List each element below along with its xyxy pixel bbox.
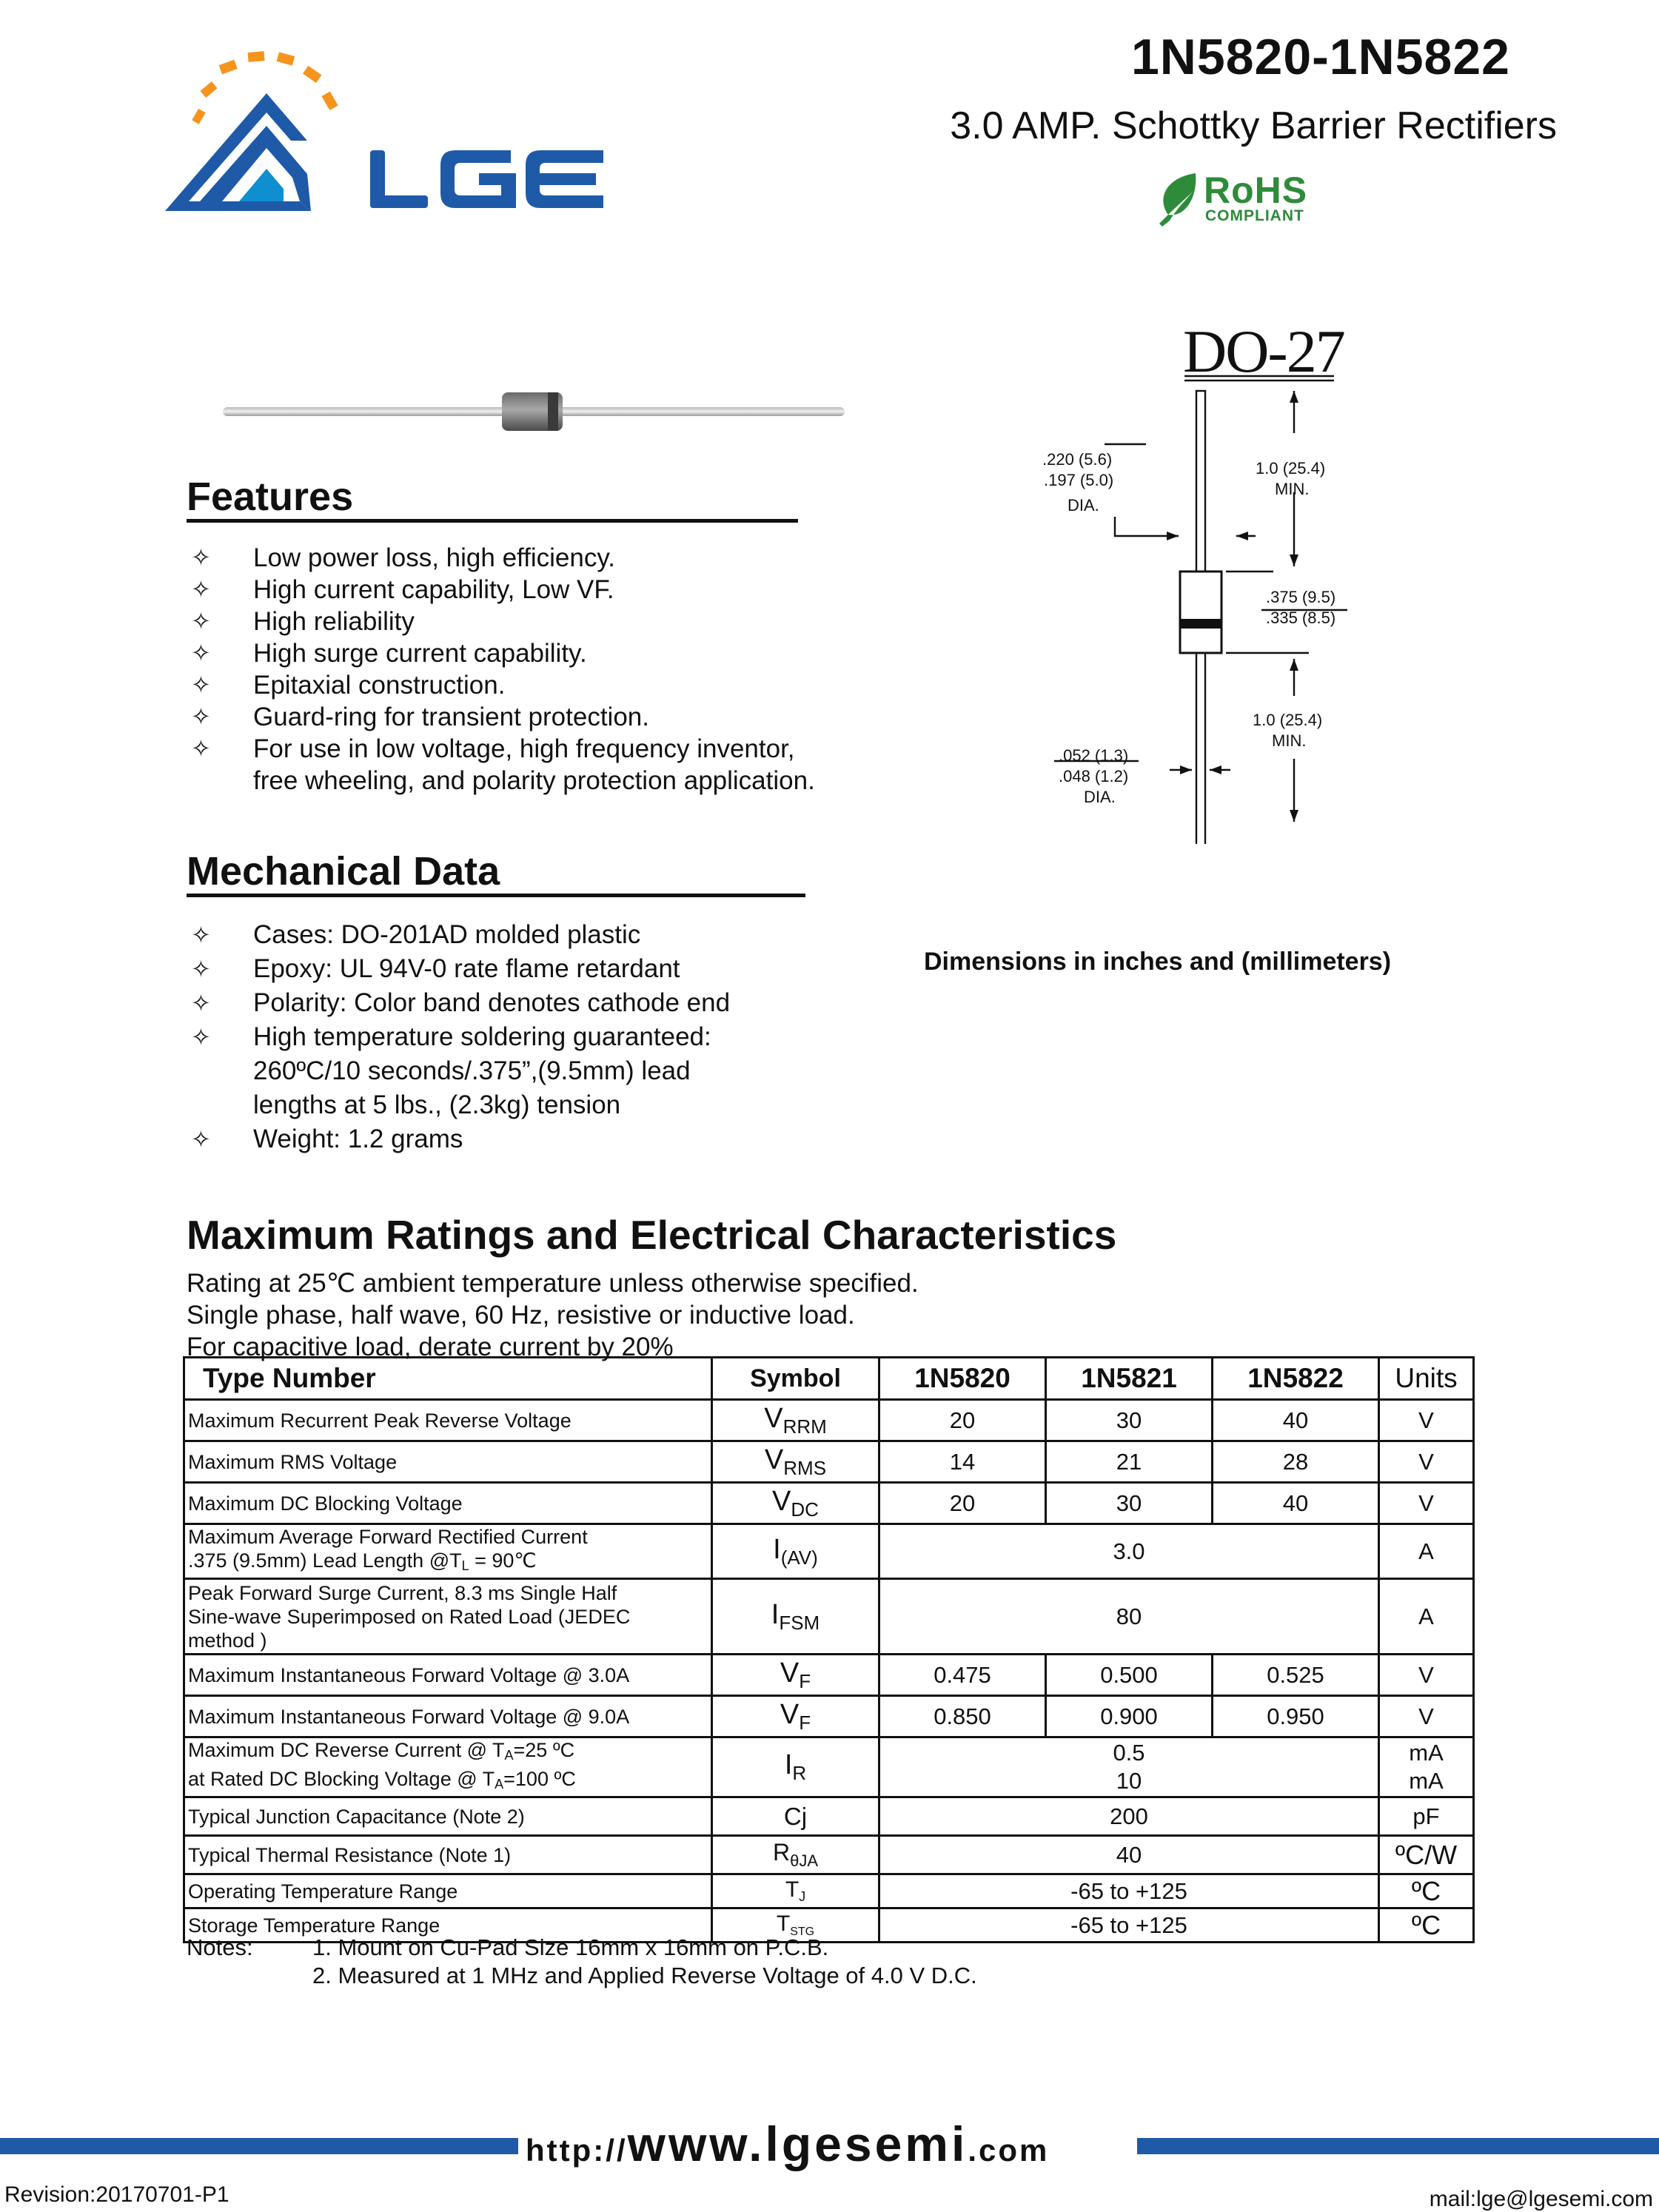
features-heading: Features: [187, 475, 354, 519]
unit-cell: mA mA: [1379, 1737, 1474, 1797]
unit-cell: V: [1379, 1400, 1474, 1441]
ratings-condition-1: Rating at 25℃ ambient temperature unless otherwise specified.: [187, 1269, 919, 1298]
ratings-table: [183, 1356, 1475, 1943]
star-bullet-icon: ✧: [191, 703, 211, 730]
list-item: ✧ Cases: DO-201AD molded plastic: [187, 918, 853, 952]
dim-body-length-max: .375 (9.5): [1266, 588, 1336, 606]
param-cell: Maximum Recurrent Peak Reverse Voltage: [184, 1400, 712, 1441]
revision-label: Revision:20170701-P1: [4, 2182, 229, 2207]
value-cell: 0.525: [1213, 1655, 1379, 1696]
symbol-cell: $V_F$: [712, 1655, 879, 1696]
value-cell: 3.0: [879, 1524, 1379, 1579]
package-outline: [1022, 311, 1407, 844]
star-bullet-icon: ✧: [191, 576, 211, 603]
product-subtitle: 3.0 AMP. Schottky Barrier Rectifiers: [950, 104, 1557, 147]
list-item: ✧ High reliability: [191, 607, 415, 636]
ratings-condition-2: Single phase, half wave, 60 Hz, resistive or inductive load.: [187, 1301, 855, 1330]
value-cell: 0.850: [879, 1696, 1046, 1737]
unit-cell: V: [1379, 1696, 1474, 1737]
value-cell: 20: [879, 1400, 1046, 1441]
param-cell: Maximum RMS Voltage: [184, 1441, 712, 1483]
list-item: ✧ Low power loss, high efficiency.: [191, 543, 615, 572]
leaf-icon: [1155, 169, 1201, 228]
table-row: [184, 1441, 1474, 1483]
unit-cell: V: [1379, 1483, 1474, 1524]
unit-cell: V: [1379, 1441, 1474, 1483]
unit-cell: ºC/W: [1379, 1836, 1474, 1874]
symbol-cell: $V_{RRM}$: [712, 1400, 879, 1441]
ratings-heading: Maximum Ratings and Electrical Characteristics: [187, 1212, 1117, 1258]
dim-lead-bottom-length: 1.0 (25.4): [1253, 711, 1323, 729]
dim-lead-dia-max: .052 (1.3): [1059, 746, 1129, 765]
star-bullet-icon: ✧: [191, 671, 211, 698]
website-link[interactable]: http://www.lgesemi.com: [526, 2117, 1050, 2171]
value-cell: 0.5 10: [879, 1737, 1379, 1797]
notes-block: [187, 1934, 977, 1990]
star-bullet-icon: ✧: [191, 640, 211, 666]
dim-lead-dia-label: DIA.: [1084, 788, 1116, 806]
symbol-cell: $R_{\theta JA}$: [712, 1836, 879, 1874]
diode-photo: [219, 378, 848, 444]
value-cell: 20: [879, 1483, 1046, 1524]
table-row: [184, 1696, 1474, 1737]
param-cell: Storage Temperature Range: [184, 1908, 712, 1943]
value-cell: -65 to +125: [879, 1874, 1379, 1908]
value-cell: 40: [1213, 1483, 1379, 1524]
param-cell: Peak Forward Surge Current, 8.3 ms Single Half Sine-wave Superimposed on Rated Load (JEDEC method ): [184, 1579, 712, 1655]
unit-cell: ºC: [1379, 1874, 1474, 1908]
list-item: ✧ Polarity: Color band denotes cathode end: [187, 986, 853, 1020]
table-row: [184, 1874, 1474, 1908]
star-bullet-icon: ✧: [191, 544, 211, 571]
symbol-cell: $I_{FSM}$: [712, 1579, 879, 1655]
table-header-row: [184, 1358, 1474, 1400]
value-cell: 80: [879, 1579, 1379, 1655]
footer-rule-right: [1137, 2138, 1659, 2154]
dim-body-dia-min: .197 (5.0): [1044, 471, 1114, 489]
rohs-compliant-label: COMPLIANT: [1205, 207, 1304, 224]
logo-graphic: [159, 44, 618, 222]
list-item: ✧ High current capability, Low VF.: [191, 575, 614, 604]
unit-cell: V: [1379, 1655, 1474, 1696]
list-item: ✧ High surge current capability.: [191, 639, 587, 668]
dim-lead-bottom-min: MIN.: [1272, 731, 1307, 750]
unit-cell: ºC: [1379, 1908, 1474, 1943]
value-cell: 0.950: [1213, 1696, 1379, 1737]
package-name: DO-27: [1183, 318, 1344, 385]
header-1n5822: 1N5822: [1213, 1358, 1379, 1400]
dim-lead-top-min: MIN.: [1275, 480, 1310, 498]
table-row: [184, 1579, 1474, 1655]
dimensions-caption: Dimensions in inches and (millimeters): [924, 948, 1392, 976]
table-row: [184, 1836, 1474, 1874]
param-cell: Maximum DC Blocking Voltage: [184, 1483, 712, 1524]
value-cell: 40: [1213, 1400, 1379, 1441]
symbol-cell: $V_{RMS}$: [712, 1441, 879, 1483]
header-symbol: Symbol: [712, 1358, 879, 1400]
star-bullet-icon: ✧: [191, 1126, 211, 1153]
symbol-cell: $V_{DC}$: [712, 1483, 879, 1524]
list-item: ✧ High temperature soldering guaranteed: 260ºC/10 seconds/.375”,(9.5mm) lead lengths at 5 lbs., (2.3kg) tension: [187, 1020, 757, 1122]
symbol-cell: $T_J$: [712, 1874, 879, 1908]
table-row: [184, 1737, 1474, 1797]
table-row: [184, 1483, 1474, 1524]
star-bullet-icon: ✧: [191, 956, 211, 982]
ratings-condition-3: For capacitive load, derate current by 20%: [187, 1333, 674, 1361]
star-bullet-icon: ✧: [191, 1024, 211, 1050]
value-cell: 30: [1046, 1400, 1213, 1441]
symbol-cell: $I_{(AV)}$: [712, 1524, 879, 1579]
symbol-cell: $I_R$: [712, 1737, 879, 1797]
axial-diode-image: [219, 378, 848, 444]
param-cell: Maximum Instantaneous Forward Voltage @ 9.0A: [184, 1696, 712, 1737]
param-cell: Maximum Instantaneous Forward Voltage @ 3.0A: [184, 1655, 712, 1696]
table-row: [184, 1655, 1474, 1696]
list-item: ✧ Guard-ring for transient protection.: [191, 703, 649, 731]
star-bullet-icon: ✧: [191, 735, 211, 762]
mechanical-list: [187, 918, 853, 1156]
dim-lead-top-length: 1.0 (25.4): [1256, 459, 1326, 477]
dim-body-dia-max: .220 (5.6): [1042, 450, 1113, 469]
dim-lead-dia-min: .048 (1.2): [1059, 767, 1129, 785]
value-cell: 14: [879, 1441, 1046, 1483]
symbol-cell: $V_F$: [712, 1696, 879, 1737]
value-cell: 21: [1046, 1441, 1213, 1483]
value-cell: 30: [1046, 1483, 1213, 1524]
param-cell: Maximum Average Forward Rectified Current .375 (9.5mm) Lead Length @TL = 90℃: [184, 1524, 712, 1579]
param-cell: Typical Thermal Resistance (Note 1): [184, 1836, 712, 1874]
unit-cell: A: [1379, 1579, 1474, 1655]
table-row: [184, 1797, 1474, 1836]
symbol-cell: Cj: [712, 1797, 879, 1836]
company-logo: [159, 44, 618, 222]
part-number-title: 1N5820-1N5822: [1130, 29, 1510, 85]
list-item: ✧ Weight: 1.2 grams: [187, 1122, 853, 1156]
value-cell: 0.475: [879, 1655, 1046, 1696]
symbol-cell: $T_{STG}$: [712, 1908, 879, 1943]
header-type-number: Type Number: [184, 1358, 712, 1400]
notes-label: Notes:: [187, 1934, 253, 1960]
unit-cell: pF: [1379, 1797, 1474, 1836]
header-1n5820: 1N5820: [879, 1358, 1046, 1400]
list-item: ✧ For use in low voltage, high frequency inventor, free wheeling, and polarity protection application.: [191, 734, 815, 795]
dim-body-length-min: .335 (8.5): [1266, 609, 1336, 627]
star-bullet-icon: ✧: [191, 990, 211, 1016]
param-cell: Operating Temperature Range: [184, 1874, 712, 1908]
features-heading-underline: [187, 519, 798, 523]
dim-body-dia-label: DIA.: [1068, 496, 1099, 515]
rohs-badge: [1155, 169, 1347, 228]
ratings-conditions: [187, 1267, 919, 1363]
header-units: Units: [1379, 1358, 1474, 1400]
value-cell: 28: [1213, 1441, 1379, 1483]
value-cell: -65 to +125: [879, 1908, 1379, 1943]
value-cell: 0.500: [1046, 1655, 1213, 1696]
star-bullet-icon: ✧: [191, 922, 211, 948]
header-1n5821: 1N5821: [1046, 1358, 1213, 1400]
note-2: 2. Measured at 1 MHz and Applied Reverse Voltage of 4.0 V D.C.: [312, 1963, 977, 1988]
mechanical-heading: Mechanical Data: [187, 849, 500, 894]
star-bullet-icon: ✧: [191, 608, 211, 634]
list-item: ✧ Epoxy: UL 94V-0 rate flame retardant: [187, 952, 853, 986]
footer-rule-left: [0, 2138, 518, 2154]
note-1: 1. Mount on Cu-Pad Size 16mm x 16mm on P.C.B.: [312, 1934, 829, 1960]
unit-cell: A: [1379, 1524, 1474, 1579]
rohs-label: RoHS: [1204, 170, 1308, 211]
table-row: [184, 1524, 1474, 1579]
list-item: ✧ Epitaxial construction.: [191, 671, 506, 700]
value-cell: 200: [879, 1797, 1379, 1836]
table-row: [184, 1400, 1474, 1441]
param-cell: Maximum DC Reverse Current @ TA=25 ºC at Rated DC Blocking Voltage @ TA=100 ºC: [184, 1737, 712, 1797]
param-cell: Typical Junction Capacitance (Note 2): [184, 1797, 712, 1836]
features-list: [187, 542, 853, 797]
value-cell: 0.900: [1046, 1696, 1213, 1737]
mechanical-heading-underline: [187, 894, 805, 897]
contact-email[interactable]: mail:lge@lgesemi.com: [1429, 2187, 1653, 2211]
value-cell: 40: [879, 1836, 1379, 1874]
